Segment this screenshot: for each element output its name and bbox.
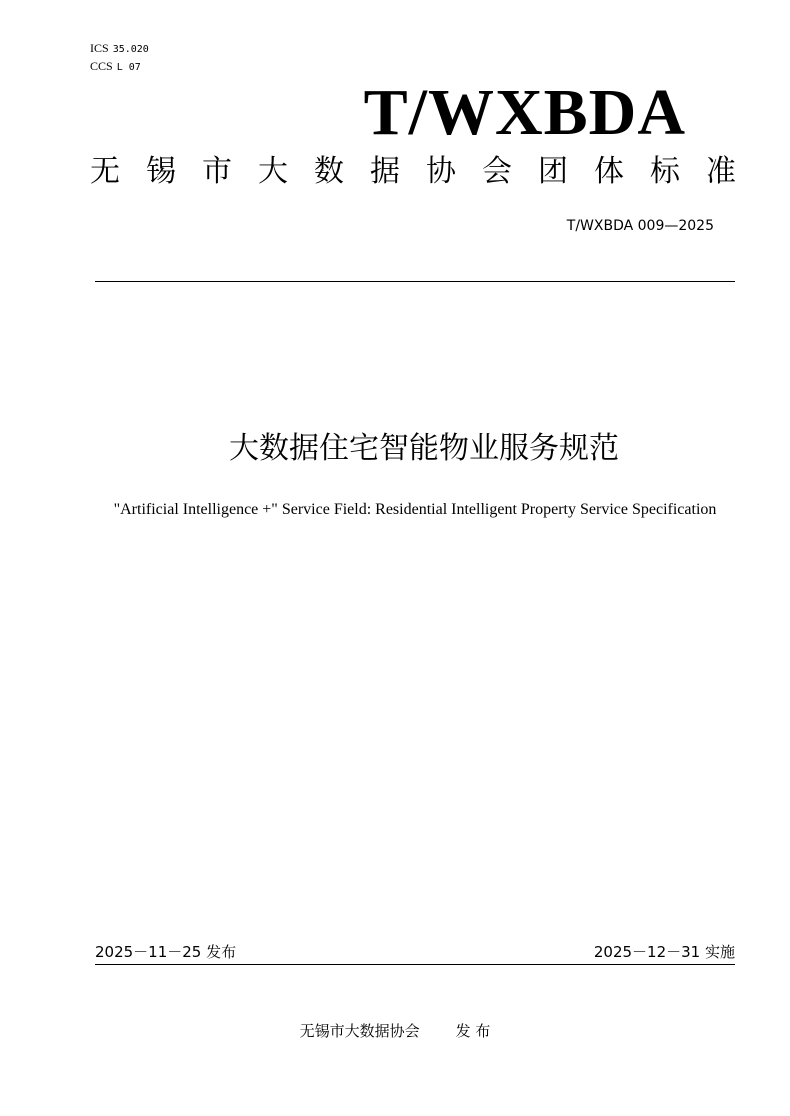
implementation-date: 2025－12－31 实施 (593, 943, 735, 961)
org-char: 团 (538, 154, 568, 189)
ccs-label: CCS (90, 59, 113, 73)
issuer-action: 发 布 (455, 1022, 491, 1040)
ccs-value: L 07 (116, 62, 141, 73)
standard-code: T/WXBDA 009—2025 (566, 218, 714, 234)
ics-value: 35.020 (112, 44, 149, 55)
document-title-english: "Artificial Intelligence +" Service Field: Residential Intelligent Property Service Specification (113, 501, 717, 518)
association-logo-text: T/WXBDA (363, 76, 686, 149)
org-char: 体 (594, 154, 624, 189)
org-char: 会 (482, 154, 512, 189)
footer-divider (95, 964, 735, 965)
org-char: 标 (650, 154, 680, 189)
ccs-line (90, 58, 149, 76)
issuer-name: 无锡市大数据协会 (299, 1022, 420, 1040)
ics-label: ICS (90, 41, 109, 55)
org-char: 锡 (146, 154, 176, 189)
org-char: 大 (258, 154, 288, 189)
header-divider (95, 281, 735, 282)
org-char: 市 (202, 154, 232, 189)
publish-date: 2025－11－25 发布 (95, 943, 237, 961)
org-char: 无 (90, 154, 120, 189)
org-char: 数 (314, 154, 344, 189)
org-char: 准 (706, 154, 736, 189)
issuer-line (0, 1019, 790, 1043)
ics-line (90, 40, 149, 58)
organization-standard-heading (90, 150, 736, 194)
classification-block (90, 40, 149, 76)
document-title-chinese: 大数据住宅智能物业服务规范 (229, 431, 619, 466)
org-char: 协 (426, 154, 456, 189)
org-char: 据 (370, 154, 400, 189)
